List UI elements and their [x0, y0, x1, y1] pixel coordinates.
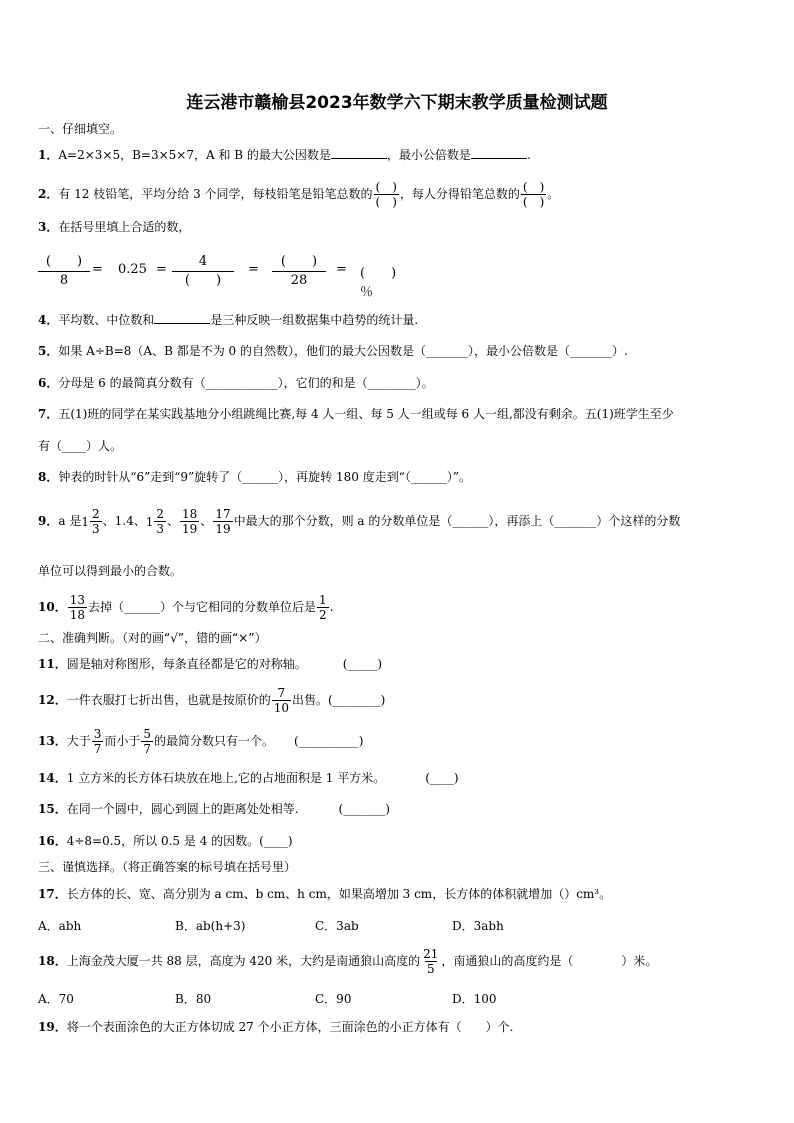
- fraction: $\frac{17}{19}$: [215, 507, 231, 536]
- mixed-number: 1 $\frac{2}{3}$: [145, 507, 164, 536]
- fraction: $\frac{13}{18}$: [69, 593, 85, 622]
- question-19: 19．将一个表面涂色的大正方体切成 27 个小正方体，三面涂色的小正方体有（ ）个.: [38, 1020, 514, 1034]
- fraction: $\frac{21}{5}$: [423, 947, 439, 976]
- answer-blank[interactable]: (_______): [338, 802, 390, 816]
- question-7: 7．五(1)班的同学在某实践基地分小组跳绳比赛,每 4 人一组、每 5 人一组或每 6 人一组,都没有剩余。五(1)班学生至少: [38, 407, 674, 421]
- question-7-cont: 有（____）人。: [38, 439, 123, 453]
- question-1: 1．A=2×3×5，B=3×5×7，A 和 B 的最大公因数是 ，最小公倍数是 .: [38, 148, 531, 162]
- question-6: 6．分母是 6 的最简真分数有（____________），它们的和是（________）。: [38, 376, 434, 390]
- exam-page: 连云港市赣榆县2023年数学六下期末教学质量检测试题 一、仔细填空。 1．A=2×3×5，B=3×5×7，A 和 B 的最大公因数是 ，最小公倍数是 . 2．有 12 枝铅笔，平均分给 3 个同学，每枝铅笔是铅笔总数的 $\frac{( )}{( )}$ ，每人分得铅笔总数的 $\frac{( )}{( )}$ 。 3．在括号里填上合适的数， ( ) 8 = 0.25 = 4 ( ) = ( ) 28 = ( )％ 4．平均数、中位数和 是三种反映一组数据集中趋势的统计量. 5．如果 A÷B=8（A、B 都是不为 0 的自然数），他们的最大公因数是（_______），最小公倍数是（_______）. 6．分母是 6 的最简真分数有（____________），它们的和是（________）。 7．五(1)班的同学在某实践基地分小组跳绳比赛,每 4 人一组、每 5 人一组或每 6 人一组,都没有剩余。五(1)班学生至少 有（____）人。 8．钟表的时针从“6”走到“9”旋转了（______），再旋转 180 度走到“（______）”。 9．a 是 1 $\frac{2}{3}$ 、1.4、 1 $\frac{2}{3}$ 、 $\frac{18}{19}$ 、 $\frac{17}{19}$ 中最大的那个分数，则 a 的分数单位是（______），再添上（_______）个这样的分数 单位可以得到最小的合数。 10． $\frac{13}{18}$ 去掉（______）个与它相同的分数单位后是 $\frac{1}{2}$ . 二、准确判断。（对的画“√”，错的画“×”） 11．圆是轴对称图形，每条直径都是它的对称轴。 (_____) 12．一件衣服打七折出售，也就是按原价的 $\frac{7}{10}$ 出售。(________) 13．大于 $\frac{3}{7}$ 而小于 $\frac{5}{7}$ 的最简分数只有一个。 (__________) 14．1 立方米的长方体石块放在地上,它的占地面积是 1 平方米。 (____) 15．在同一个圆中，圆心到圆上的距离处处相等. (_______) 16．4÷8=0.5，所以 0.5 是 4 的因数。(____) 三、谨慎选择。（将正确答案的标号填在括号里） 17．长方体的长、宽、高分别为 a cm、b cm、h cm，如果高增加 3 cm，长方体的体积就增加（）cm³。 A．abh B．ab(h+3) C．3ab D．3abh 18．上海金茂大厦一共 88 层，高度为 420 米，大约是南通狼山高度的 $\frac{21}{5}$ ，南通狼山的高度约是（ ）米。 A．70 B．80 C．90 D．100 19．将一个表面涂色的大正方体切成 27 个小正方体，三面涂色的小正方体有（ ）个.: [0, 0, 794, 1123]
- question-4: 4．平均数、中位数和 是三种反映一组数据集中趋势的统计量.: [38, 313, 419, 327]
- question-9-cont: 单位可以得到最小的合数。: [38, 564, 183, 578]
- question-8: 8．钟表的时针从“6”走到“9”旋转了（______），再旋转 180 度走到“（______）”。: [38, 470, 471, 484]
- answer-blank[interactable]: [471, 147, 527, 159]
- section-3-heading: 三、谨慎选择。（将正确答案的标号填在括号里）: [38, 860, 297, 874]
- fraction: $\frac{5}{7}$: [143, 727, 152, 756]
- answer-blank[interactable]: [154, 312, 210, 324]
- section-1-heading: 一、仔细填空。: [38, 122, 123, 136]
- answer-blank[interactable]: (____): [425, 771, 459, 785]
- answer-blank[interactable]: [331, 147, 387, 159]
- question-13: 13．大于 $\frac{3}{7}$ 而小于 $\frac{5}{7}$ 的最简分数只有一个。 (__________): [38, 727, 364, 756]
- mixed-number: 1 $\frac{2}{3}$: [81, 507, 100, 536]
- fraction-blank[interactable]: $\frac{( )}{( )}$: [375, 180, 397, 209]
- option-a[interactable]: A．70: [38, 992, 74, 1006]
- question-10: 10． $\frac{13}{18}$ 去掉（______）个与它相同的分数单位后是 $\frac{1}{2}$ .: [38, 593, 334, 622]
- question-15: 15．在同一个圆中，圆心到圆上的距离处处相等. (_______): [38, 802, 390, 816]
- fraction[interactable]: ( ) 8: [38, 253, 90, 290]
- fraction-blank[interactable]: $\frac{( )}{( )}$: [522, 180, 545, 209]
- option-a[interactable]: A．abh: [38, 919, 82, 933]
- question-14: 14．1 立方米的长方体石块放在地上,它的占地面积是 1 平方米。 (____): [38, 771, 459, 785]
- question-11: 11．圆是轴对称图形，每条直径都是它的对称轴。 (_____): [38, 657, 383, 671]
- answer-blank[interactable]: (__________): [294, 734, 364, 748]
- option-b[interactable]: B．80: [175, 992, 212, 1006]
- option-d[interactable]: D．3abh: [452, 919, 504, 933]
- fraction[interactable]: 4 ( ): [172, 253, 234, 290]
- option-c[interactable]: C．90: [315, 992, 352, 1006]
- question-2: 2．有 12 枝铅笔，平均分给 3 个同学，每枝铅笔是铅笔总数的 $\frac{( )}{( )}$ ，每人分得铅笔总数的 $\frac{( )}{( )}$ 。: [38, 180, 560, 209]
- answer-blank[interactable]: (_____): [342, 657, 383, 671]
- fraction[interactable]: ( ) 28: [272, 253, 326, 290]
- fraction: $\frac{3}{7}$: [93, 727, 102, 756]
- option-d[interactable]: D．100: [452, 992, 497, 1006]
- fraction: $\frac{7}{10}$: [273, 686, 289, 715]
- fraction: $\frac{1}{2}$: [319, 593, 327, 622]
- option-c[interactable]: C．3ab: [315, 919, 359, 933]
- question-5: 5．如果 A÷B=8（A、B 都是不为 0 的自然数），他们的最大公因数是（_______），最小公倍数是（_______）.: [38, 344, 628, 358]
- question-18: 18．上海金茂大厦一共 88 层，高度为 420 米，大约是南通狼山高度的 $\frac{21}{5}$ ，南通狼山的高度约是（ ）米。: [38, 947, 658, 976]
- section-2-heading: 二、准确判断。（对的画“√”，错的画“×”）: [38, 631, 267, 645]
- question-12: 12．一件衣服打七折出售，也就是按原价的 $\frac{7}{10}$ 出售。(________): [38, 686, 386, 715]
- question-17: 17．长方体的长、宽、高分别为 a cm、b cm、h cm，如果高增加 3 cm，长方体的体积就增加（）cm³。: [38, 887, 612, 901]
- percent-blank[interactable]: ( )％: [360, 266, 397, 300]
- page-title: 连云港市赣榆县2023年数学六下期末教学质量检测试题: [186, 93, 608, 113]
- question-9: 9．a 是 1 $\frac{2}{3}$ 、1.4、 1 $\frac{2}{3}$ 、 $\frac{18}{19}$ 、 $\frac{17}{19}$ 中最大的那个分数，则 a 的分数单位是（______），再添上（_______）个这样的分数: [38, 507, 681, 536]
- fraction: $\frac{18}{19}$: [182, 507, 198, 536]
- option-b[interactable]: B．ab(h+3): [175, 919, 246, 933]
- question-3: 3．在括号里填上合适的数，: [38, 220, 191, 234]
- question-16: 16．4÷8=0.5，所以 0.5 是 4 的因数。(____): [38, 834, 293, 848]
